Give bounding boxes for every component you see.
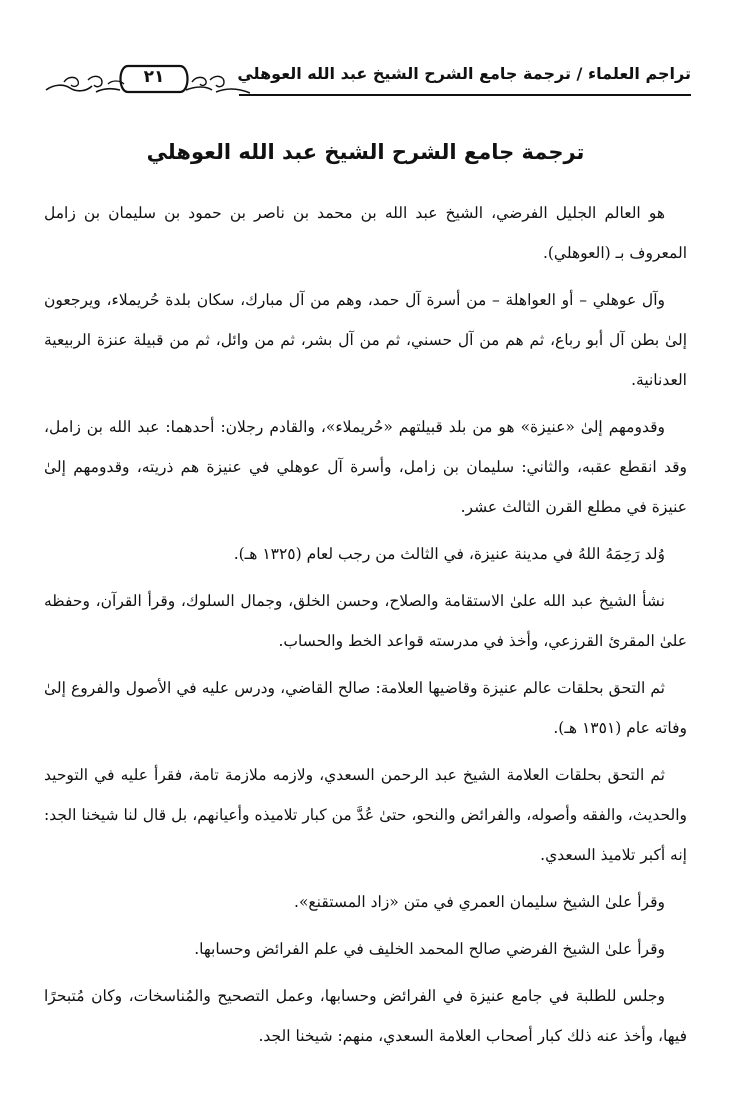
paragraph: نشأ الشيخ عبد الله علىٰ الاستقامة والصلاح، وحسن الخلق، وجمال السلوك، وقرأ القرآن، وحفظه علىٰ المقرئ القرزعي، وأخذ في مدرسته قواعد الخط والحساب. — [44, 592, 687, 650]
paragraph: وقرأ علىٰ الشيخ سليمان العمري في متن «زاد المستقنع». — [294, 893, 665, 911]
paragraph: هو العالم الجليل الفرضي، الشيخ عبد الله بن محمد بن ناصر بن حمود بن سليمان بن زامل المعروف بـ (العوهلي). — [44, 204, 687, 262]
paragraph: وُلد رَحِمَهُ اللهُ في مدينة عنيزة، في الثالث من رجب لعام (١٣٢٥ هـ). — [233, 545, 665, 563]
paragraph: ثم التحق بحلقات عالم عنيزة وقاضيها العلامة: صالح القاضي، ودرس عليه في الأصول والفروع إلىٰ وفاته عام (١٣٥١ هـ). — [44, 679, 687, 737]
paragraph: وجلس للطلبة في جامع عنيزة في الفرائض وحسابها، وعمل التصحيح والمُناسخات، وكان مُتبحرًا فيها، وأخذ عنه ذلك كبار أصحاب العلامة السعدي، منهم: شيخنا الجد. — [44, 987, 687, 1045]
page-title: ترجمة جامع الشرح الشيخ عبد الله العوهلي — [146, 140, 585, 164]
paragraph: وقرأ علىٰ الشيخ الفرضي صالح المحمد الخليف في علم الفرائض وحسابها. — [194, 940, 665, 958]
paragraph: ثم التحق بحلقات العلامة الشيخ عبد الرحمن السعدي، ولازمه ملازمة تامة، فقرأ عليه في التوحيد والحديث، والفقه وأصوله، والفرائض والنحو، حتىٰ عُدَّ من كبار تلاميذه وأعيانهم، بل قال لنا شيخنا الجد: إنه أكبر تلاميذ السعدي. — [44, 766, 687, 864]
page-number: ٢١ — [143, 67, 165, 87]
header-rule — [239, 94, 691, 96]
paragraph: وآل عوهلي – أو العواهلة – من أسرة آل حمد، وهم من آل مبارك، سكان بلدة حُريملاء، ويرجعون إلىٰ بطن آل أبو رباع، ثم هم من آل حسني، ثم من آل بشر، ثم من وائل، ثم من قبيلة عنزة الربيعية العدنانية. — [44, 291, 687, 389]
body-text — [44, 193, 687, 1063]
running-title: تراجم العلماء / ترجمة جامع الشرح الشيخ عبد الله العوهلي — [237, 64, 691, 83]
paragraph: وقدومهم إلىٰ «عنيزة» هو من بلد قبيلتهم «حُريملاء»، والقادم رجلان: أحدهما: عبد الله بن زامل، وقد انقطع عقبه، والثاني: سليمان بن زامل، وأسرة آل عوهلي في عنيزة هم ذريته، وقدومهم إلىٰ عنيزة في مطلع القرن الثالث عشر. — [44, 418, 687, 516]
running-header — [40, 58, 691, 98]
